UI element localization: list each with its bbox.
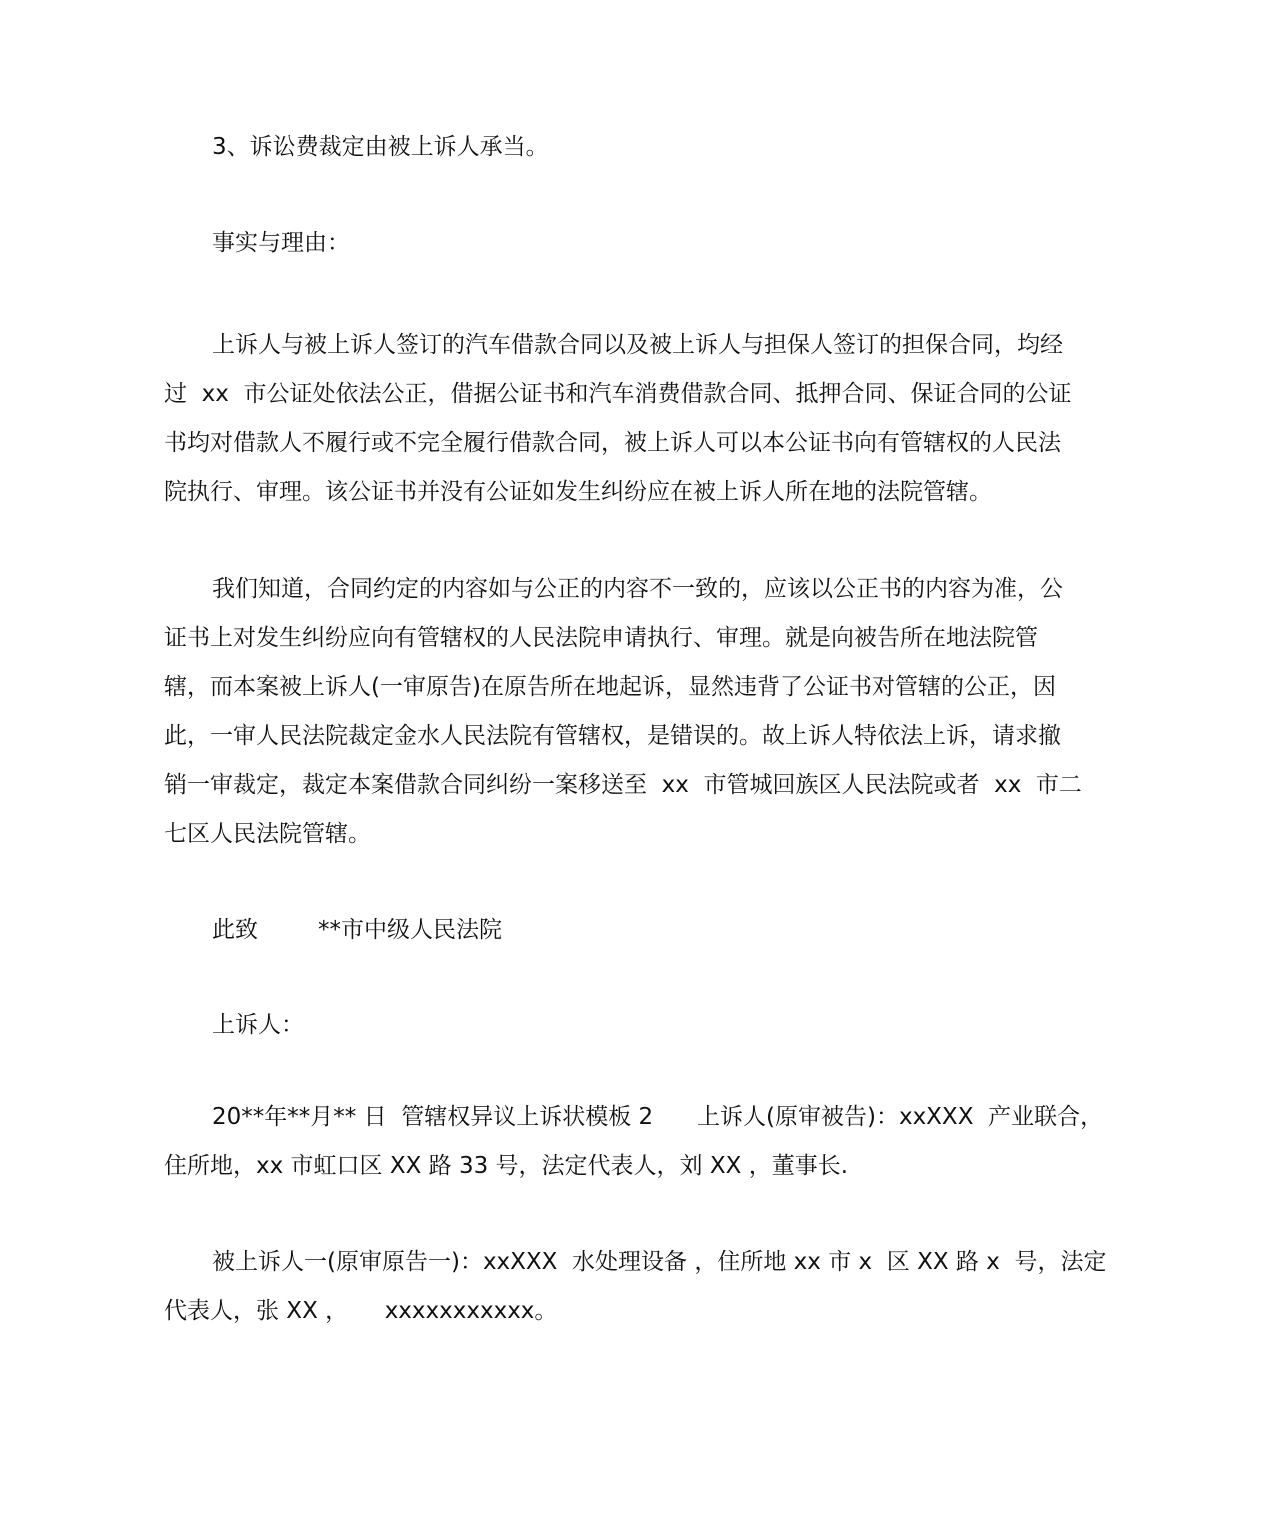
text-line: 代表人，张 XX ， xxxxxxxxxxx。: [164, 1298, 558, 1324]
text-line: 20**年**月** 日 管辖权异议上诉状模板 2 上诉人(原审被告)：xxXXX 产业联合，: [212, 1104, 1104, 1130]
text-line: 上诉人：: [212, 1012, 304, 1038]
text-line: 过 xx 市公证处依法公正，借据公证书和汽车消费借款合同、抵押合同、保证合同的公证: [164, 381, 1072, 407]
paragraph-appellee-info: [164, 1238, 1134, 1336]
text-line: 被上诉人一(原审原告一)：xxXXX 水处理设备 ，住所地 xx 市 x 区 XX 路 x 号，法定: [212, 1249, 1107, 1275]
text-line: 销一审裁定，裁定本案借款合同纠纷一案移送至 xx 市管城回族区人民法院或者 xx 市二: [164, 772, 1082, 798]
text-line: 上诉人与被上诉人签订的汽车借款合同以及被上诉人与担保人签订的担保合同，均经: [212, 332, 1063, 358]
text-line: 辖，而本案被上诉人(一审原告)在原告所在地起诉，显然违背了公证书对管辖的公正，因: [164, 674, 1056, 700]
text-line: 事实与理由：: [212, 230, 350, 256]
paragraph-litigation-fee: [164, 123, 1134, 172]
court-name: **市中级人民法院: [318, 917, 502, 943]
salutation-line: [164, 906, 1134, 955]
appellant-signature: [164, 1001, 1134, 1050]
text-line: 七区人民法院管辖。: [164, 821, 371, 847]
salutation: 此致: [212, 917, 258, 943]
text-line: 住所地，xx 市虹口区 XX 路 33 号，法定代表人，刘 XX ，董事长.: [164, 1153, 849, 1179]
text-line: 证书上对发生纠纷应向有管辖权的人民法院申请执行、审理。就是向被告所在地法院管: [164, 625, 1038, 651]
paragraph-argument: [164, 565, 1134, 859]
paragraph-contracts: [164, 321, 1134, 517]
text-line: 此，一审人民法院裁定金水人民法院有管辖权，是错误的。故上诉人特依法上诉，请求撤: [164, 723, 1061, 749]
text-line: 书均对借款人不履行或不完全履行借款合同，被上诉人可以本公证书向有管辖权的人民法: [164, 430, 1061, 456]
paragraph-appellant-info: [164, 1093, 1134, 1191]
text-line: 院执行、审理。该公证书并没有公证如发生纠纷应在被上诉人所在地的法院管辖。: [164, 479, 992, 505]
text-line: 我们知道，合同约定的内容如与公正的内容不一致的，应该以公正书的内容为准，公: [212, 576, 1063, 602]
heading-facts-and-reasons: [164, 219, 1134, 268]
salutation-wrapper: [164, 906, 1134, 955]
text-line: 3、诉讼费裁定由被上诉人承当。: [212, 134, 549, 160]
